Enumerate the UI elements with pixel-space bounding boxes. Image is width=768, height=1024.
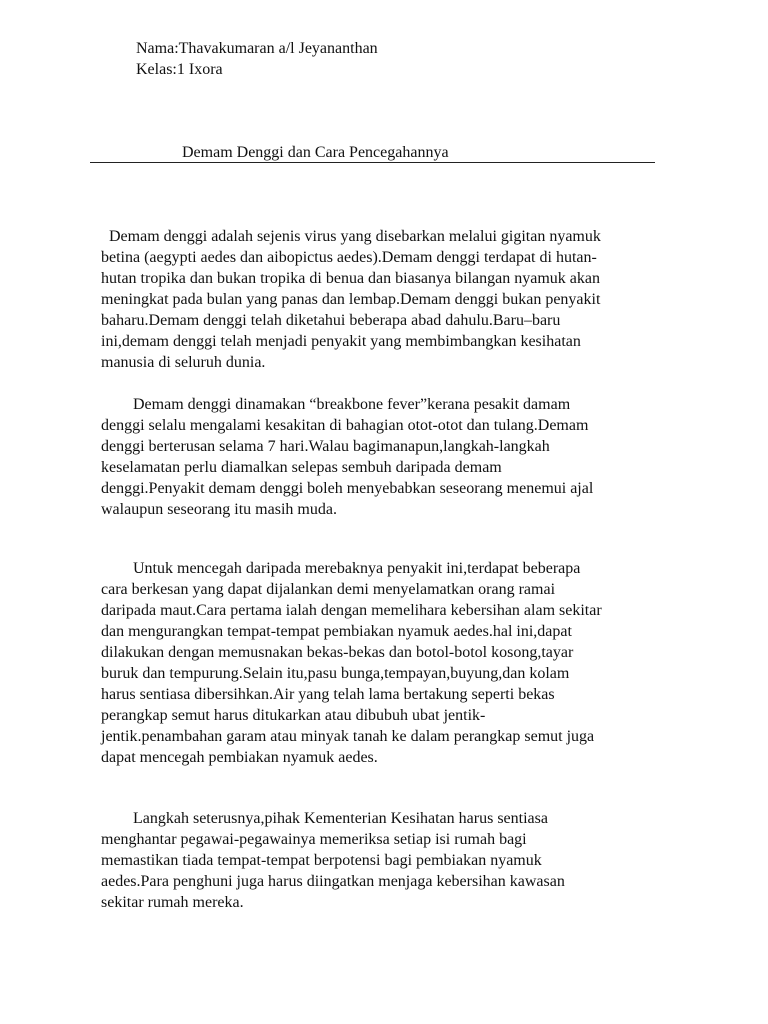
title-divider: [90, 162, 655, 163]
student-class: Kelas:1 Ixora: [136, 61, 223, 78]
paragraph-line: daripada maut.Cara pertama ialah dengan memelihara kebersihan alam sekitar: [101, 602, 602, 619]
paragraph-line: cara berkesan yang dapat dijalankan demi menyelamatkan orang ramai: [101, 581, 556, 598]
paragraph-line: dilakukan dengan memusnakan bekas-bekas dan botol-botol kosong,tayar: [101, 644, 574, 661]
paragraph-1: [101, 226, 661, 373]
student-name: Nama:Thavakumaran a/l Jeyananthan: [136, 40, 378, 57]
paragraph-line: buruk dan tempurung.Selain itu,pasu bunga,tempayan,buyung,dan kolam: [101, 665, 570, 682]
paragraph-line: sekitar rumah mereka.: [101, 894, 244, 911]
paragraph-line: baharu.Demam denggi telah diketahui beberapa abad dahulu.Baru–baru: [101, 312, 561, 329]
paragraph-line: betina (aegypti aedes dan aibopictus aedes).Demam denggi terdapat di hutan-: [101, 249, 597, 266]
paragraph-line: denggi.Penyakit demam denggi boleh menyebabkan seseorang menemui ajal: [101, 480, 594, 497]
paragraph-line: dan mengurangkan tempat-tempat pembiakan nyamuk aedes.hal ini,dapat: [101, 623, 572, 640]
paragraph-line: Untuk mencegah daripada merebaknya penyakit ini,terdapat beberapa: [101, 560, 581, 577]
paragraph-line: menghantar pegawai-pegawainya memeriksa setiap isi rumah bagi: [101, 831, 527, 848]
paragraph-line: ini,demam denggi telah menjadi penyakit yang membimbangkan kesihatan: [101, 333, 581, 350]
paragraph-line: dapat mencegah pembiakan nyamuk aedes.: [101, 749, 378, 766]
paragraph-line: Langkah seterusnya,pihak Kementerian Kesihatan harus sentiasa: [101, 810, 548, 827]
paragraph-line: memastikan tiada tempat-tempat berpotensi bagi pembiakan nyamuk: [101, 852, 542, 869]
paragraph-line: hutan tropika dan bukan tropika di benua dan biasanya bilangan nyamuk akan: [101, 270, 600, 287]
paragraph-4: [101, 808, 661, 913]
paragraph-line: perangkap semut harus ditukarkan atau dibubuh ubat jentik-: [101, 707, 486, 724]
paragraph-line: manusia di seluruh dunia.: [101, 354, 266, 371]
paragraph-line: denggi selalu mengalami kesakitan di bahagian otot-otot dan tulang.Demam: [101, 417, 589, 434]
paragraph-line: Demam denggi adalah sejenis virus yang disebarkan melalui gigitan nyamuk: [101, 228, 601, 245]
paragraph-2: [101, 394, 661, 520]
paragraph-line: harus sentiasa dibersihkan.Air yang telah lama bertakung seperti bekas: [101, 686, 555, 703]
paragraph-line: meningkat pada bulan yang panas dan lembap.Demam denggi bukan penyakit: [101, 291, 601, 308]
paragraph-3: [101, 558, 661, 768]
paragraph-line: jentik.penambahan garam atau minyak tanah ke dalam perangkap semut juga: [101, 728, 595, 745]
paragraph-line: keselamatan perlu diamalkan selepas sembuh daripada demam: [101, 459, 502, 476]
paragraph-line: denggi berterusan selama 7 hari.Walau bagimanapun,langkah-langkah: [101, 438, 550, 455]
document-title: Demam Denggi dan Cara Pencegahannya: [182, 144, 449, 161]
paragraph-line: Demam denggi dinamakan “breakbone fever”kerana pesakit damam: [101, 396, 571, 413]
paragraph-line: aedes.Para penghuni juga harus diingatkan menjaga kebersihan kawasan: [101, 873, 565, 890]
paragraph-line: walaupun seseorang itu masih muda.: [101, 501, 337, 518]
